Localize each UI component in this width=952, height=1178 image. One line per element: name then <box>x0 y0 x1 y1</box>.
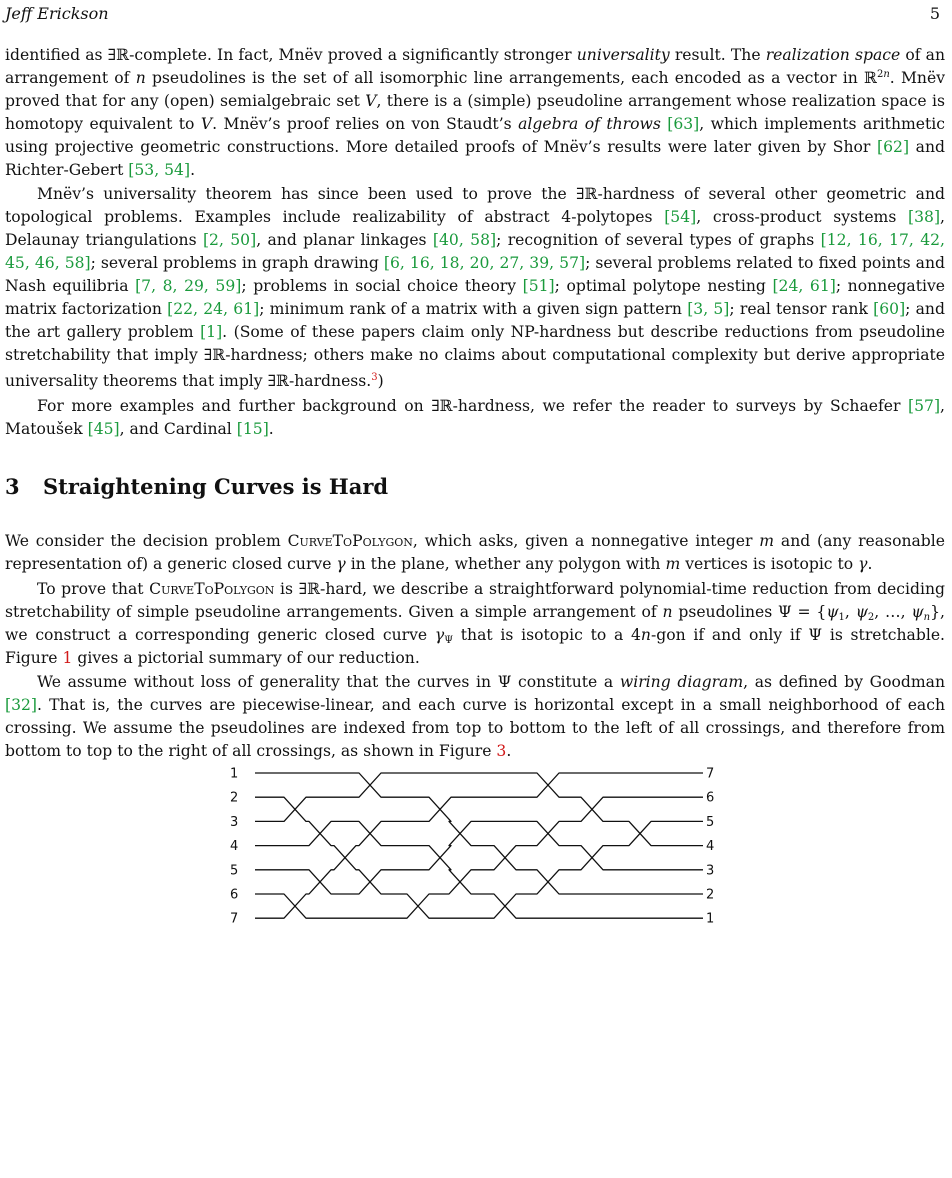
pseudoline-6 <box>255 797 703 918</box>
left-label: 7 <box>230 911 239 927</box>
right-label: 4 <box>706 839 715 855</box>
right-label: 3 <box>706 863 715 879</box>
citation[interactable]: [1] <box>200 322 223 341</box>
pseudoline-2 <box>255 797 703 918</box>
paragraph-hardness-examples: Mnëv’s universality theorem has since been used to prove the ∃ℝ-hardness of several other geometric and topological problems. Examples include realizability of abstract 4-polytopes [54], cross-product systems [38], Delaunay triangulations [2, 50], and planar linkages [40, 58]; recognition of several types of graphs [12, 16, 17, 42, 45, 46, 58]; several problems in graph drawing [6, 16, 18, 20, 27, 39, 57]; several problems related to fixed points and Nash equilibria [7, 8, 29, 59]; problems in social choice theory [51]; optimal polytope nesting [24, 61]; nonnegative matrix factorization [22, 24, 61]; minimum rank of a matrix with a given sign pattern [3, 5]; real tensor rank [60]; and the art gallery problem [1]. (Some of these papers claim only NP-hardness but describe reductions from pseudoline stretchability that imply ∃ℝ-hardness; others make no claims about computational complexity but derive appropriate universality theorems that imply ∃ℝ-hardness.$^3$) <box>5 185 946 390</box>
citation[interactable]: [60] <box>873 299 906 318</box>
paragraph-universality: identified as ∃ℝ-complete. In fact, Mnëv proved a significantly stronger universality result. The realization space of an arrangement of n pseudolines is the set of all isomorphic line arrangements, each encoded as a vector in ℝ$^{2n}$. Mnëv proved that for any (open) semialgebraic set V, there is a (simple) pseudoline arrangement whose realization space is homotopy equivalent to V. Mnëv’s proof relies on von Staudt’s algebra of throws [63], which implements arithmetic using projective geometric constructions. More detailed proofs of Mnëv’s results were later given by Shor [62] and Richter-Gebert [53, 54]. <box>5 46 946 179</box>
problem-name: CurveToPolygon <box>149 579 275 598</box>
citation[interactable]: [15] <box>236 419 269 438</box>
section-2-body <box>5 44 945 440</box>
citation[interactable]: [7, 8, 29, 59] <box>135 277 242 296</box>
citation[interactable]: [32] <box>5 696 38 715</box>
problem-name: CurveToPolygon <box>287 532 413 550</box>
citation[interactable]: [51] <box>522 277 555 296</box>
figure-reference[interactable]: 1 <box>62 648 73 667</box>
paragraph-problem-definition: We consider the decision problem CurveToPolygon, which asks, given a nonnegative integer m and (any reasonable representation of) a generic closed curve γ in the plane, whether any polygon with m vertices is isotopic to γ. <box>5 532 945 573</box>
wiring-diagram-figure <box>230 767 720 982</box>
citation[interactable]: [3, 5] <box>687 299 730 318</box>
wiring-diagram <box>230 767 720 982</box>
section-title: Straightening Curves is Hard <box>43 474 389 499</box>
citation[interactable]: [62] <box>877 137 910 156</box>
citation[interactable]: [2, 50] <box>202 231 257 250</box>
citation[interactable]: [6, 16, 18, 20, 27, 39, 57] <box>383 254 586 273</box>
right-label: 6 <box>706 790 715 806</box>
running-header-author: Jeff Erickson <box>5 4 109 23</box>
right-label: 2 <box>706 887 715 903</box>
paragraph-surveys: For more examples and further background on ∃ℝ-hardness, we refer the reader to surveys by Schaefer [57], Matoušek [45], and Cardinal [15]. <box>5 396 945 438</box>
citation[interactable]: [57] <box>908 396 941 415</box>
section-3-body <box>5 530 945 763</box>
pseudoline-5 <box>255 821 703 894</box>
section-number: 3 <box>5 474 20 499</box>
left-label: 5 <box>230 863 239 879</box>
paragraph-wiring-diagram: We assume without loss of generality that the curves in Ψ constitute a wiring diagram, as defined by Goodman [32]. That is, the curves are piecewise-linear, and each curve is horizontal except in a small neighborhood of each crossing. We assume the pseudolines are indexed from top to bottom to the left of all crossings, and therefore from bottom to top to the right of all crossings, as shown in Figure 3. <box>5 673 946 761</box>
page-number: 5 <box>929 4 940 23</box>
citation[interactable]: [54] <box>664 208 697 227</box>
right-label: 5 <box>706 814 715 830</box>
citation[interactable]: [12, 16, 17, 42, 45, 46, 58] <box>5 231 945 273</box>
citation[interactable]: [24, 61] <box>772 277 836 296</box>
left-label: 3 <box>230 814 239 830</box>
citation[interactable]: [53, 54] <box>128 160 191 179</box>
citation[interactable]: [22, 24, 61] <box>167 299 260 318</box>
pseudoline-1 <box>255 773 703 894</box>
running-header <box>5 4 940 26</box>
paragraph-reduction: To prove that CurveToPolygon is ∃ℝ-hard, we describe a straightforward polynomial-time reduction from deciding stretchability of simple pseudoline arrangements. Given a simple arrangement of n pseudolines $\Psi = \{\psi_1$, $\psi_2$, …, $\psi_n$}, we construct a corresponding generic closed curve $\gamma_\Psi$ that is isotopic to a 4n-gon if and only if Ψ is stretchable. Figure 1 gives a pictorial summary of our reduction. <box>5 579 946 667</box>
left-label: 6 <box>230 887 239 903</box>
citation[interactable]: [40, 58] <box>432 231 497 250</box>
left-label: 4 <box>230 839 239 855</box>
citation[interactable]: [38] <box>908 208 941 227</box>
citation[interactable]: [63] <box>667 114 700 133</box>
footnote-marker[interactable]: 3 <box>371 371 378 383</box>
left-label: 1 <box>230 767 239 782</box>
right-label: 1 <box>706 911 715 927</box>
section-heading <box>5 474 388 499</box>
left-label: 2 <box>230 790 239 806</box>
pseudoline-3 <box>255 773 703 846</box>
citation[interactable]: [45] <box>87 419 120 438</box>
right-label: 7 <box>706 767 715 782</box>
figure-reference[interactable]: 3 <box>496 742 507 761</box>
